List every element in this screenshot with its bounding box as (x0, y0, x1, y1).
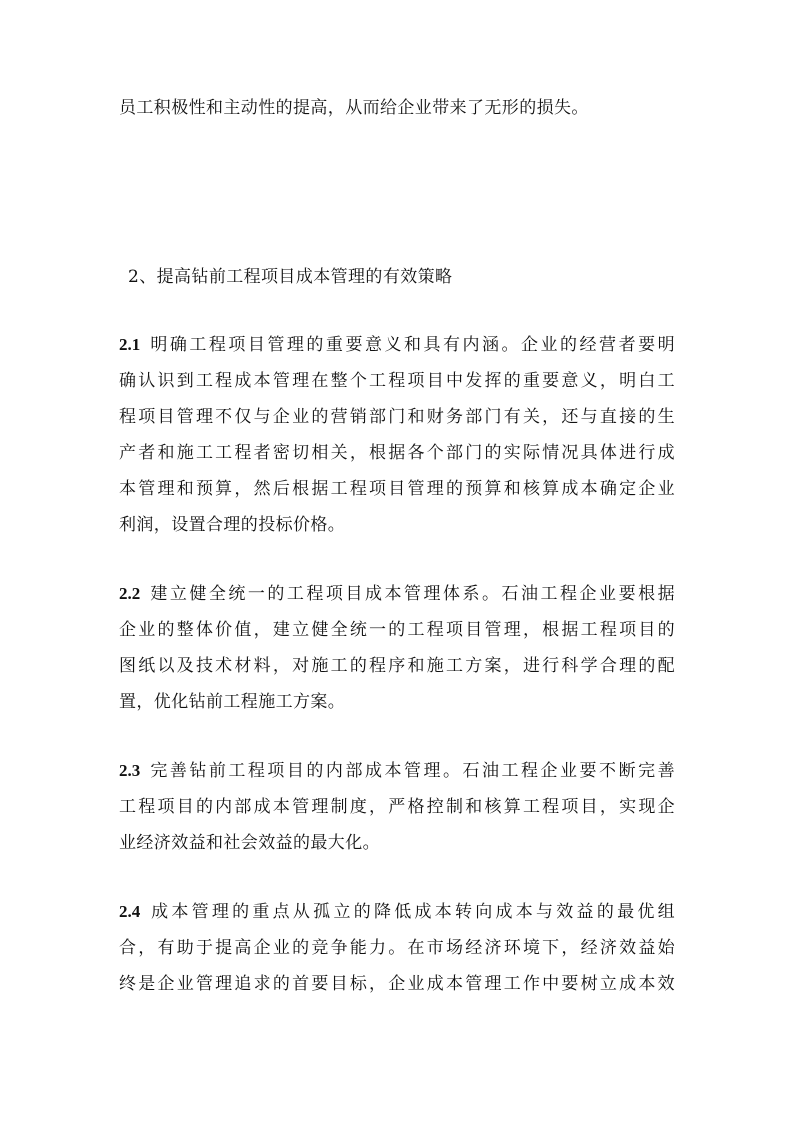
paragraph-line: 企业的整体价值，建立健全统一的工程项目管理，根据工程项目的 (119, 620, 675, 640)
paragraph-line: 程项目管理不仅与企业的营销部门和财务部门有关，还与直接的生 (119, 407, 675, 427)
paragraph-line: 2.1 明确工程项目管理的重要意义和具有内涵。企业的经营者要明 (119, 335, 675, 355)
paragraph-line: 终是企业管理追求的首要目标，企业成本管理工作中要树立成本效 (119, 974, 675, 994)
paragraph-line: 合，有助于提高企业的竞争能力。在市场经济环境下，经济效益始 (119, 938, 675, 958)
paragraph-line: 置，优化钻前工程施工方案。 (119, 692, 346, 712)
paragraph-line: 2.2 建立健全统一的工程项目成本管理体系。石油工程企业要根据 (119, 584, 675, 604)
section-number: 2.2 (119, 584, 141, 603)
section-number: 2.1 (119, 335, 141, 354)
paragraph-line: 本管理和预算，然后根据工程项目管理的预算和核算成本确定企业 (119, 479, 675, 499)
paragraph-line: 图纸以及技术材料，对施工的程序和施工方案，进行科学合理的配 (119, 656, 675, 676)
paragraph-line: 业经济效益和社会效益的最大化。 (119, 833, 380, 853)
paragraph-line: 员工积极性和主动性的提高，从而给企业带来了无形的损失。 (119, 98, 589, 118)
section-heading: 2、提高钻前工程项目成本管理的有效策略 (128, 267, 453, 287)
section-number: 2.3 (119, 761, 141, 780)
paragraph-line: 工程项目的内部成本管理制度，严格控制和核算工程项目，实现企 (119, 797, 675, 817)
paragraph-line: 确认识到工程成本管理在整个工程项目中发挥的重要意义，明白工 (119, 371, 675, 391)
section-number: 2.4 (119, 902, 141, 921)
paragraph-line: 2.3 完善钻前工程项目的内部成本管理。石油工程企业要不断完善 (119, 761, 675, 781)
paragraph-line: 2.4 成本管理的重点从孤立的降低成本转向成本与效益的最优组 (119, 902, 675, 922)
paragraph-line: 产者和施工工程者密切相关，根据各个部门的实际情况具体进行成 (119, 443, 675, 463)
paragraph-line: 利润，设置合理的投标价格。 (119, 515, 346, 535)
